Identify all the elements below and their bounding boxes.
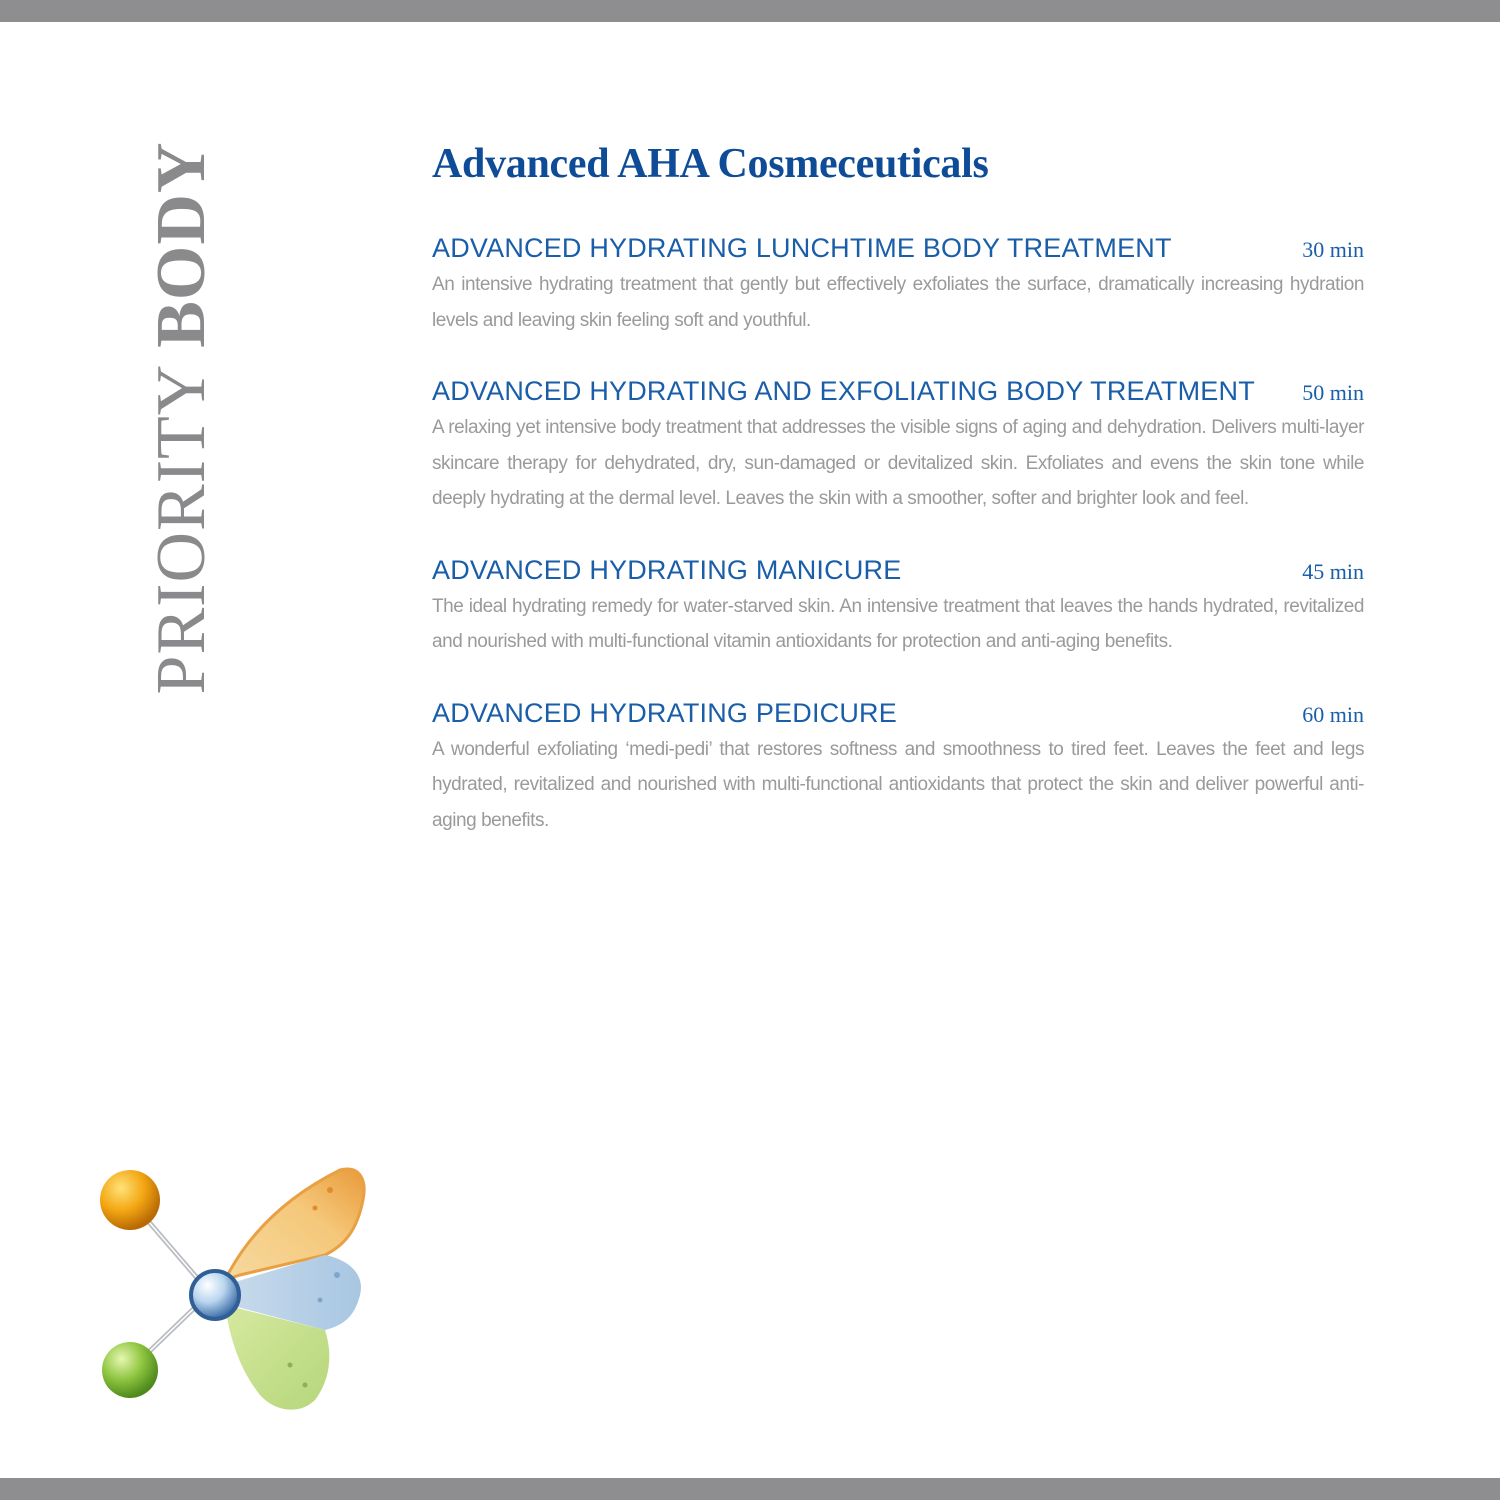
treatment-item <box>432 696 1364 839</box>
treatment-header <box>432 553 1364 587</box>
treatment-duration: 50 min <box>1302 380 1364 405</box>
treatment-name: ADVANCED HYDRATING AND EXFOLIATING BODY TREATMENT <box>432 376 1255 406</box>
treatment-header <box>432 696 1364 730</box>
main-content <box>432 140 1364 874</box>
treatment-description: A relaxing yet intensive body treatment that addresses the visible signs of aging and dehydration. Delivers multi-layer skincare therapy for dehydrated, dry, sun-damaged or devitalized skin. Exfoliates and evens the skin tone while deeply hydrating at the dermal level. Leaves the skin with a smoother, softer and brighter look and feel. <box>432 417 1364 509</box>
treatment-list <box>432 231 1364 838</box>
treatment-duration: 60 min <box>1302 701 1364 727</box>
treatment-name: ADVANCED HYDRATING MANICURE <box>432 554 902 585</box>
treatment-duration: 45 min <box>1302 558 1364 584</box>
top-border-bar <box>0 0 1500 22</box>
treatment-duration: 30 min <box>1302 237 1364 262</box>
treatment-item <box>432 553 1364 660</box>
treatment-description: An intensive hydrating treatment that gently but effectively exfoliates the surface, dramatically increasing hydration levels and leaving skin feeling soft and youthful. <box>432 274 1364 331</box>
treatment-description: The ideal hydrating remedy for water-starved skin. An intensive treatment that leaves the hands hydrated, revitalized and nourished with multi-functional vitamin antioxidants for protection and anti-aging benefits. <box>432 595 1364 652</box>
section-side-title <box>143 141 220 695</box>
molecule-butterfly-logo-icon <box>75 1160 385 1420</box>
side-title-word-2: BODY <box>143 141 220 348</box>
treatment-description: A wonderful exfoliating ‘medi-pedi’ that restores softness and smoothness to tired feet. Leaves the feet and legs hydrated, revitalized and nourished with multi-functional antioxidants that protect the skin and deliver powerful anti-aging benefits. <box>432 738 1364 831</box>
treatment-item <box>432 374 1364 517</box>
page-title: Advanced AHA Cosmeceuticals <box>432 141 989 187</box>
treatment-item <box>432 231 1364 338</box>
bottom-border-bar <box>0 1478 1500 1500</box>
side-title-word-1: PRIORITY <box>143 366 220 695</box>
treatment-name: ADVANCED HYDRATING PEDICURE <box>432 697 897 728</box>
treatment-name: ADVANCED HYDRATING LUNCHTIME BODY TREATMENT <box>432 233 1172 263</box>
treatment-header <box>432 231 1364 265</box>
treatment-header <box>432 374 1364 408</box>
